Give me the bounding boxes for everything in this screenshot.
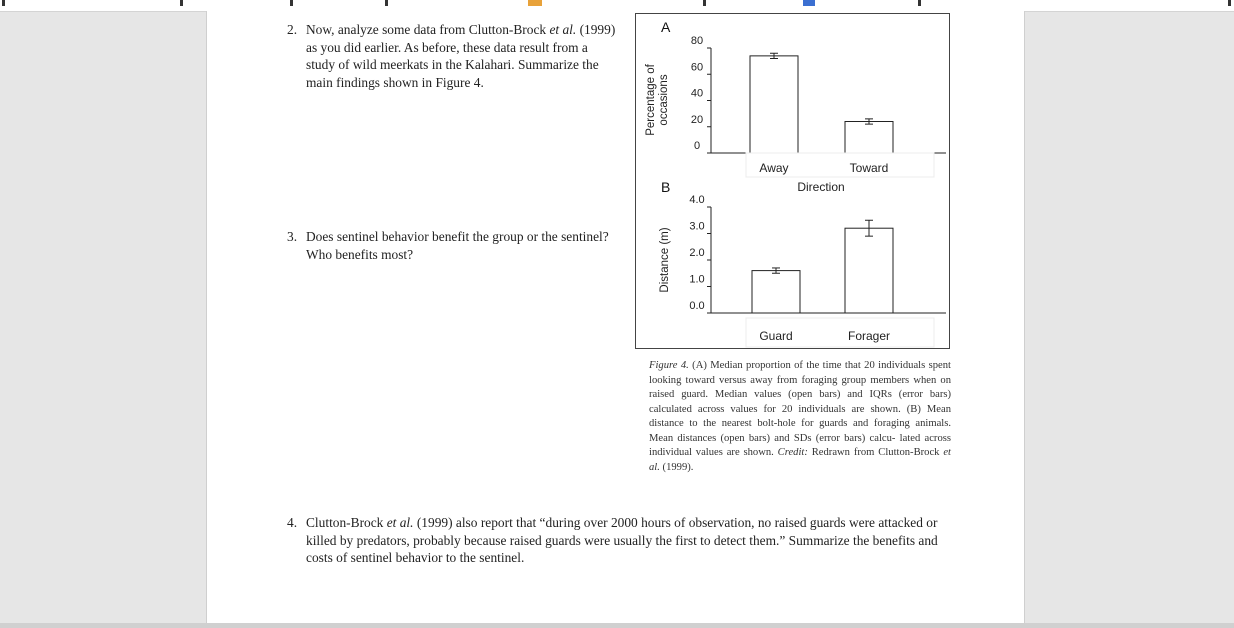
et-al: et al.	[386, 515, 414, 530]
question-text-part: Now, analyze some data from Clutton-Brock	[306, 22, 550, 37]
ruler-tick	[2, 0, 5, 6]
panel-label: A	[661, 19, 671, 35]
question-text: Does sentinel behavior benefit the group or the sentinel? Who benefits most?	[306, 229, 609, 262]
question-text-part: (1999) also report that “during over 2000 hours of observation, no raised guards were attacked or killed by predators, probably because raised guards were usually the first to detect them.” Summarize the benefits and costs of sentinel behavior to the sentinel.	[306, 515, 938, 565]
caption-label: Figure 4.	[649, 360, 689, 371]
y-tick-label: 80	[690, 35, 704, 47]
ruler-tick	[1228, 0, 1231, 6]
bar	[750, 56, 798, 153]
question-number: 2.	[287, 22, 298, 37]
y-axis-label: Percentage ofoccasions	[645, 64, 670, 136]
question-3	[287, 228, 617, 263]
ruler-tick	[703, 0, 706, 6]
y-tick-label: 2.0	[689, 247, 705, 259]
bar	[752, 271, 800, 313]
y-tick-label: 4.0	[689, 194, 705, 206]
ruler-tick	[180, 0, 183, 6]
x-axis-label: Direction	[797, 180, 845, 194]
y-tick-label: 0	[693, 140, 701, 152]
bar	[845, 228, 893, 313]
category-label: Guard	[759, 329, 793, 343]
question-text	[287, 514, 947, 567]
y-tick-label: 3.0	[689, 220, 705, 233]
y-axis-label: Distance (m)	[659, 227, 671, 293]
category-label: Forager	[847, 329, 891, 343]
y-tick-label: 0.0	[689, 300, 705, 312]
ruler-marker	[528, 0, 542, 6]
et-al: et al.	[649, 447, 951, 473]
caption-credit-label: Credit:	[777, 447, 808, 458]
document-page	[206, 11, 1025, 623]
question-text-part: Clutton-Brock	[306, 515, 387, 530]
category-label: Away	[759, 161, 789, 175]
y-tick-label: 1.0	[689, 273, 705, 286]
y-tick-label: 20	[690, 113, 704, 126]
ruler-tick	[385, 0, 388, 6]
question-text-part: (1999) as you did earlier. As before, these data result from a study of wild meerkats in the Kalahari. Summarize the main findings shown in Figure 4.	[306, 22, 616, 90]
question-4	[287, 514, 947, 567]
ruler-tick	[290, 0, 293, 6]
y-tick-label: 60	[690, 61, 704, 74]
question-2	[287, 21, 617, 91]
figure-caption	[649, 359, 951, 475]
ruler-marker	[803, 0, 815, 6]
bar	[845, 122, 893, 154]
ruler-tick	[918, 0, 921, 6]
panel-label: B	[661, 179, 671, 195]
question-number: 4.	[287, 515, 298, 530]
caption-text: (A) Median proportion of the time that 20 individuals spent looking toward versus away from foraging group members when on raised guard. Median values (open bars) and IQRs (error bars) calculated across values for 20 individuals are shown. (B) Mean distance to the nearest bolt-hole for guards and foraging animals. Mean distances (open bars) and SDs (error bars) calcu- lated across individual values are shown.	[649, 360, 951, 458]
y-tick-label: 40	[690, 87, 704, 100]
figure-4-charts	[636, 14, 949, 348]
caption-year: (1999).	[659, 461, 694, 473]
question-text	[287, 21, 617, 91]
viewer-bottom-strip	[0, 623, 1234, 628]
figure-4	[635, 13, 950, 349]
question-number: 3.	[287, 229, 298, 244]
category-label: Toward	[849, 161, 889, 175]
et-al: et al.	[549, 22, 577, 37]
caption-credit-text: Redrawn from Clutton-Brock	[807, 447, 944, 458]
